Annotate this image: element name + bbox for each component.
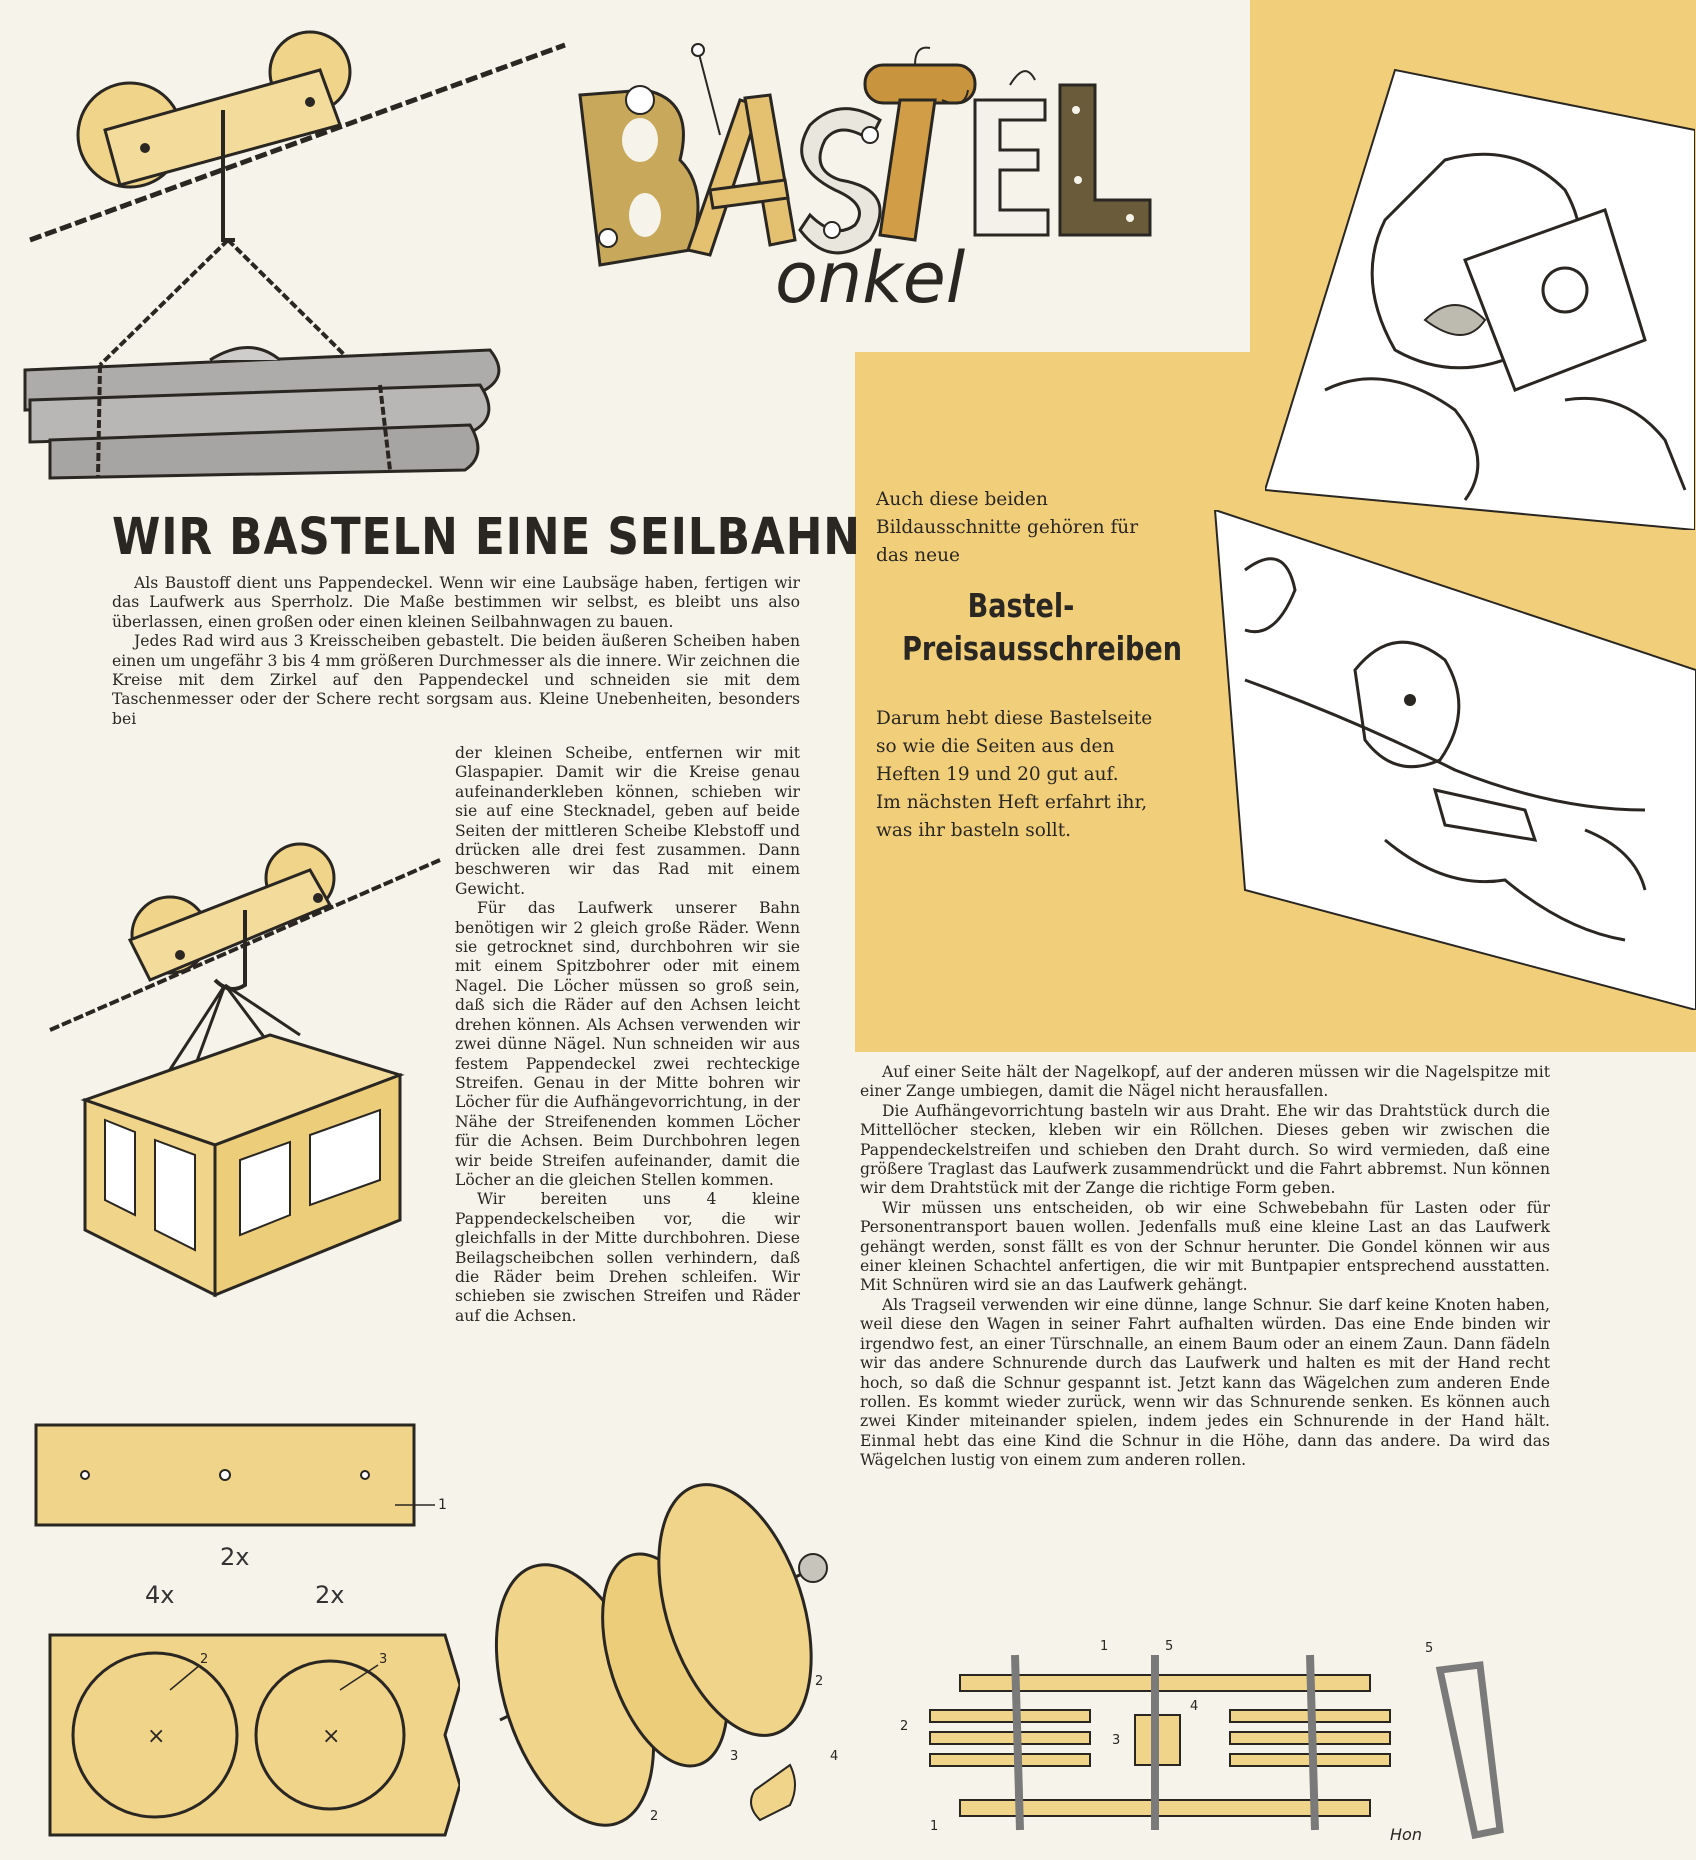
roll-label: 4 [830, 1749, 839, 1764]
notice-body [876, 705, 1166, 845]
assembly-label-2a: 2 [815, 1674, 824, 1689]
article-narrow-column [455, 744, 800, 1326]
strip-part-label: 1 [438, 1497, 447, 1513]
illustration-gondola [40, 820, 450, 1340]
notice-title: Bastel-Preisausschreiben [902, 586, 1183, 668]
diagram-trolley-assembly [890, 1630, 1550, 1850]
illustration-log-trolley [10, 30, 570, 485]
trolley-label-2: 2 [900, 1719, 909, 1734]
disc-large-count-label: 4x [145, 1581, 175, 1609]
picture-clipping-1 [1265, 60, 1695, 530]
assembly-label-3: 3 [730, 1749, 739, 1764]
bastel-onkel-logo [570, 40, 1230, 330]
logo-script-onkel: onkel [775, 237, 966, 319]
disc-small-center-mark: × [322, 1724, 341, 1749]
trolley-label-5a: 5 [1165, 1639, 1174, 1654]
narrow-paragraph-1: der kleinen Scheibe, entfernen wir mit Glaspapier. Damit wir die Kreise genau aufeinanderkleben können, schieben wir sie auf eine Stecknadel, geben auf beide Seiten der mittleren Scheibe Klebstoff und drücken alle drei fest zusammen. Dann beschweren wir das Rad mit einem Gewicht. [455, 744, 800, 898]
notice-line-3: Im nächsten Heft erfahrt ihr, was ihr basteln sollt. [876, 792, 1148, 841]
disc-large-part-label: 2 [200, 1652, 209, 1667]
assembly-label-2b: 2 [650, 1809, 659, 1824]
diagram-disc-cutouts [40, 1575, 460, 1855]
strip-count-label: 2x [220, 1543, 250, 1571]
article-title: WIR BASTELN EINE SEILBAHN [112, 508, 861, 567]
logo-letter-b [580, 86, 698, 265]
notice-intro: Auch diese beiden Bildausschnitte gehören für das neue [876, 489, 1139, 566]
right-paragraph-4: Als Tragseil verwenden wir eine dünne, lange Schnur. Sie darf keine Knoten haben, weil diese den Wagen in seiner Fahrt aufhalten würden. Das eine Ende binden wir irgendwo fest, an einer Türschnalle, an einem Baum oder an einem Zaun. Dann fädeln wir das andere Schnurende durch das Laufwerk und halten es mit der Hand recht hoch, so daß die Schnur gespannt ist. Jetzt kann das Wägelchen zum anderen Ende rollen. Es kommt wieder zurück, wenn wir das Schnurende senken. Es können auch zwei Kinder miteinander spielen, indem jedes ein Schnurende in der Hand hält. Einmal hebt das eine Kind die Schnur in die Höhe, dann das andere. Da wird das Wägelchen lustig von einem zum anderen rollen. [860, 1295, 1550, 1470]
notice-line-2: Darum hebt diese Bastelseite so wie die Seiten aus den Heften 19 und 20 gut auf. [876, 708, 1153, 785]
article-intro [112, 574, 800, 729]
logo-letter-l [1060, 85, 1150, 235]
trolley-label-3: 3 [1112, 1733, 1121, 1748]
disc-small-part-label: 3 [379, 1652, 388, 1667]
intro-paragraph-2: Jedes Rad wird aus 3 Kreisscheiben gebastelt. Die beiden äußeren Scheiben haben einen um ungefähr 3 bis 4 mm größeren Durchmesser als die innere. Wir zeichnen die Kreise mit dem Zirkel auf den Pappendeckel und schneiden sie mit dem Taschenmesser oder der Schere recht sorgsam aus. Kleine Unebenheiten, besonders bei [112, 632, 800, 728]
diagram-wheel-assembly [490, 1460, 860, 1860]
narrow-paragraph-2: Für das Laufwerk unserer Bahn benötigen wir 2 gleich große Räder. Wenn sie getrocknet sind, durchbohren wir sie mit einem Spitzbohrer oder mit einem Nagel. Die Löcher müssen so groß sein, daß sich die Räder auf den Achsen leicht drehen können. Als Achsen verwenden wir zwei dünne Nägel. Nun schneiden wir aus festem Pappendeckel zwei rechteckige Streifen. Genau in der Mitte bohren wir Löcher für die Aufhängevorrichtung, in der Nähe der Streifenenden kommen Löcher für die Achsen. Beim Durchbohren legen wir beide Streifen aufeinander, damit die Löcher an die gleichen Stellen kommen. [455, 899, 800, 1189]
logo-letter-s [800, 109, 880, 253]
illustrator-signature: Hon [1390, 1825, 1422, 1844]
diagram-strip [30, 1415, 480, 1575]
picture-clipping-2 [1205, 510, 1696, 1010]
trolley-label-1b: 1 [930, 1819, 939, 1834]
narrow-paragraph-3: Wir bereiten uns 4 kleine Pappendeckelscheiben vor, die wir gleichfalls in der Mitte durchbohren. Diese Beilagscheibchen sollen verhindern, daß die Räder beim Drehen schleifen. Wir schieben sie zwischen Streifen und Räder auf die Achsen. [455, 1190, 800, 1325]
article-right-column [860, 1063, 1550, 1471]
logo-letter-t [865, 48, 975, 240]
trolley-label-1a: 1 [1100, 1639, 1109, 1654]
right-paragraph-3: Wir müssen uns entscheiden, ob wir eine Schwebebahn für Lasten oder für Personentransport bauen wollen. Jedenfalls muß eine kleine Last an das Laufwerk gehängt werden, sonst fällt es von der Schnur herunter. Die Gondel können wir aus einer kleinen Schachtel anfertigen, die wir mit Buntpapier entsprechend ausstatten. Mit Schnüren wird sie an das Laufwerk gehängt. [860, 1198, 1550, 1295]
intro-paragraph-1: Als Baustoff dient uns Pappendeckel. Wenn wir eine Laubsäge haben, fertigen wir das Laufwerk aus Sperrholz. Die Maße bestimmen wir selbst, es bleibt uns also überlassen, einen großen oder einen kleinen Seilbahnwagen zu bauen. [112, 574, 800, 631]
trolley-label-4: 4 [1190, 1699, 1199, 1714]
disc-large-center-mark: × [147, 1724, 166, 1749]
logo-letter-e [975, 71, 1048, 235]
right-paragraph-2: Die Aufhängevorrichtung basteln wir aus Draht. Ehe wir das Drahtstück durch die Mittellöcher stecken, kleben wir ein Röllchen. Dieses geben wir zwischen die Pappendeckelstreifen und schieben den Draht durch. So wird vermieden, daß eine größere Traglast das Laufwerk zusammendrückt und die Fahrt abbremst. Nun können wir dem Drahtstück mit der Zange die richtige Form geben. [860, 1101, 1550, 1198]
right-paragraph-1: Auf einer Seite hält der Nagelkopf, auf der anderen müssen wir die Nagelspitze mit einer Zange umbiegen, damit die Nägel nicht herausfallen. [860, 1063, 1550, 1101]
trolley-label-5b: 5 [1425, 1641, 1434, 1656]
disc-small-count-label: 2x [315, 1581, 345, 1609]
logo-letter-a [688, 44, 795, 255]
